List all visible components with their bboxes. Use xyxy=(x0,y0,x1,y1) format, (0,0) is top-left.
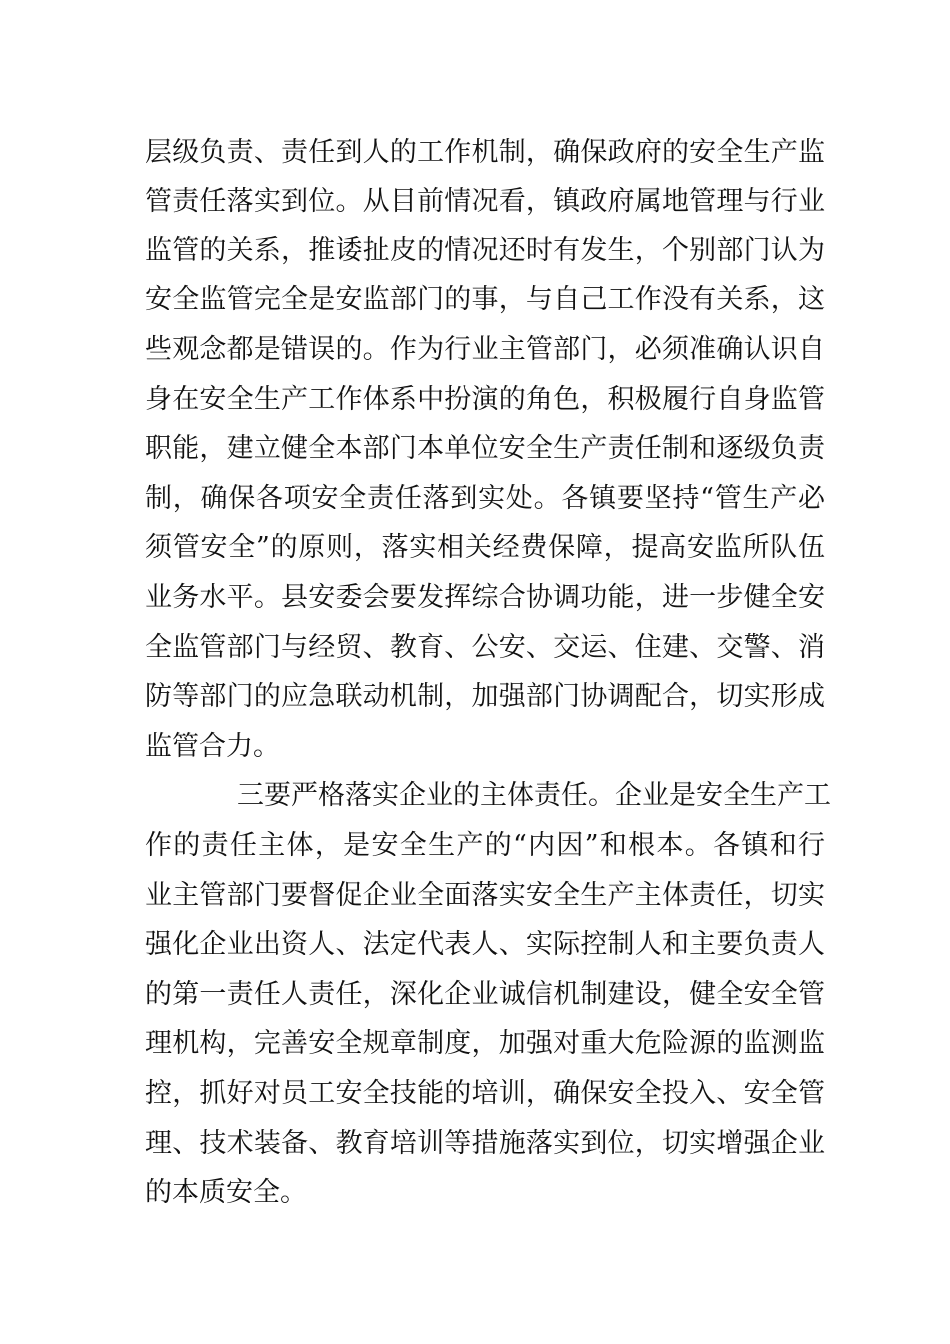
paragraph-2-line-5: 的第一责任人责任，深化企业诚信机制建设，健全安全管 xyxy=(145,979,825,1010)
paragraph-1-line-8: 制，确保各项安全责任落到实处。各镇要坚持“管生产必 xyxy=(145,483,825,514)
paragraph-2-line-7: 控，抓好对员工安全技能的培训，确保安全投入、安全管 xyxy=(145,1078,825,1109)
paragraph-2-line-6: 理机构，完善安全规章制度，加强对重大危险源的监测监 xyxy=(145,1028,825,1059)
paragraph-1-line-5: 些观念都是错误的。作为行业主管部门，必须准确认识自 xyxy=(145,334,825,365)
paragraph-1-line-12: 防等部门的应急联动机制，加强部门协调配合，切实形成 xyxy=(145,681,825,712)
paragraph-1-line-10: 业务水平。县安委会要发挥综合协调功能，进一步健全安 xyxy=(145,582,825,613)
paragraph-2-line-9: 的本质安全。 xyxy=(145,1177,307,1208)
paragraph-1-line-7: 职能，建立健全本部门本单位安全生产责任制和逐级负责 xyxy=(145,433,825,464)
paragraph-1-line-2: 管责任落实到位。从目前情况看，镇政府属地管理与行业 xyxy=(145,186,825,217)
paragraph-2-line-4: 强化企业出资人、法定代表人、实际控制人和主要负责人 xyxy=(145,929,825,960)
paragraph-1-line-6: 身在安全生产工作体系中扮演的角色，积极履行自身监管 xyxy=(145,384,825,415)
paragraph-2-line-3: 业主管部门要督促企业全面落实安全生产主体责任，切实 xyxy=(145,880,825,911)
paragraph-2-line-1: 三要严格落实企业的主体责任。企业是安全生产工 xyxy=(237,780,831,811)
paragraph-1-line-11: 全监管部门与经贸、教育、公安、交运、住建、交警、消 xyxy=(145,632,825,663)
paragraph-2-line-2: 作的责任主体，是安全生产的“内因”和根本。各镇和行 xyxy=(145,830,825,861)
paragraph-2-line-8: 理、技术装备、教育培训等措施落实到位，切实增强企业 xyxy=(145,1128,825,1159)
paragraph-1-line-13: 监管合力。 xyxy=(145,731,280,762)
paragraph-1-line-9: 须管安全”的原则，落实相关经费保障，提高安监所队伍 xyxy=(145,532,825,563)
paragraph-1-line-3: 监管的关系，推诿扯皮的情况还时有发生，个别部门认为 xyxy=(145,235,825,266)
paragraph-1-line-1: 层级负责、责任到人的工作机制，确保政府的安全生产监 xyxy=(145,137,825,168)
paragraph-1-line-4: 安全监管完全是安监部门的事，与自己工作没有关系，这 xyxy=(145,284,825,315)
